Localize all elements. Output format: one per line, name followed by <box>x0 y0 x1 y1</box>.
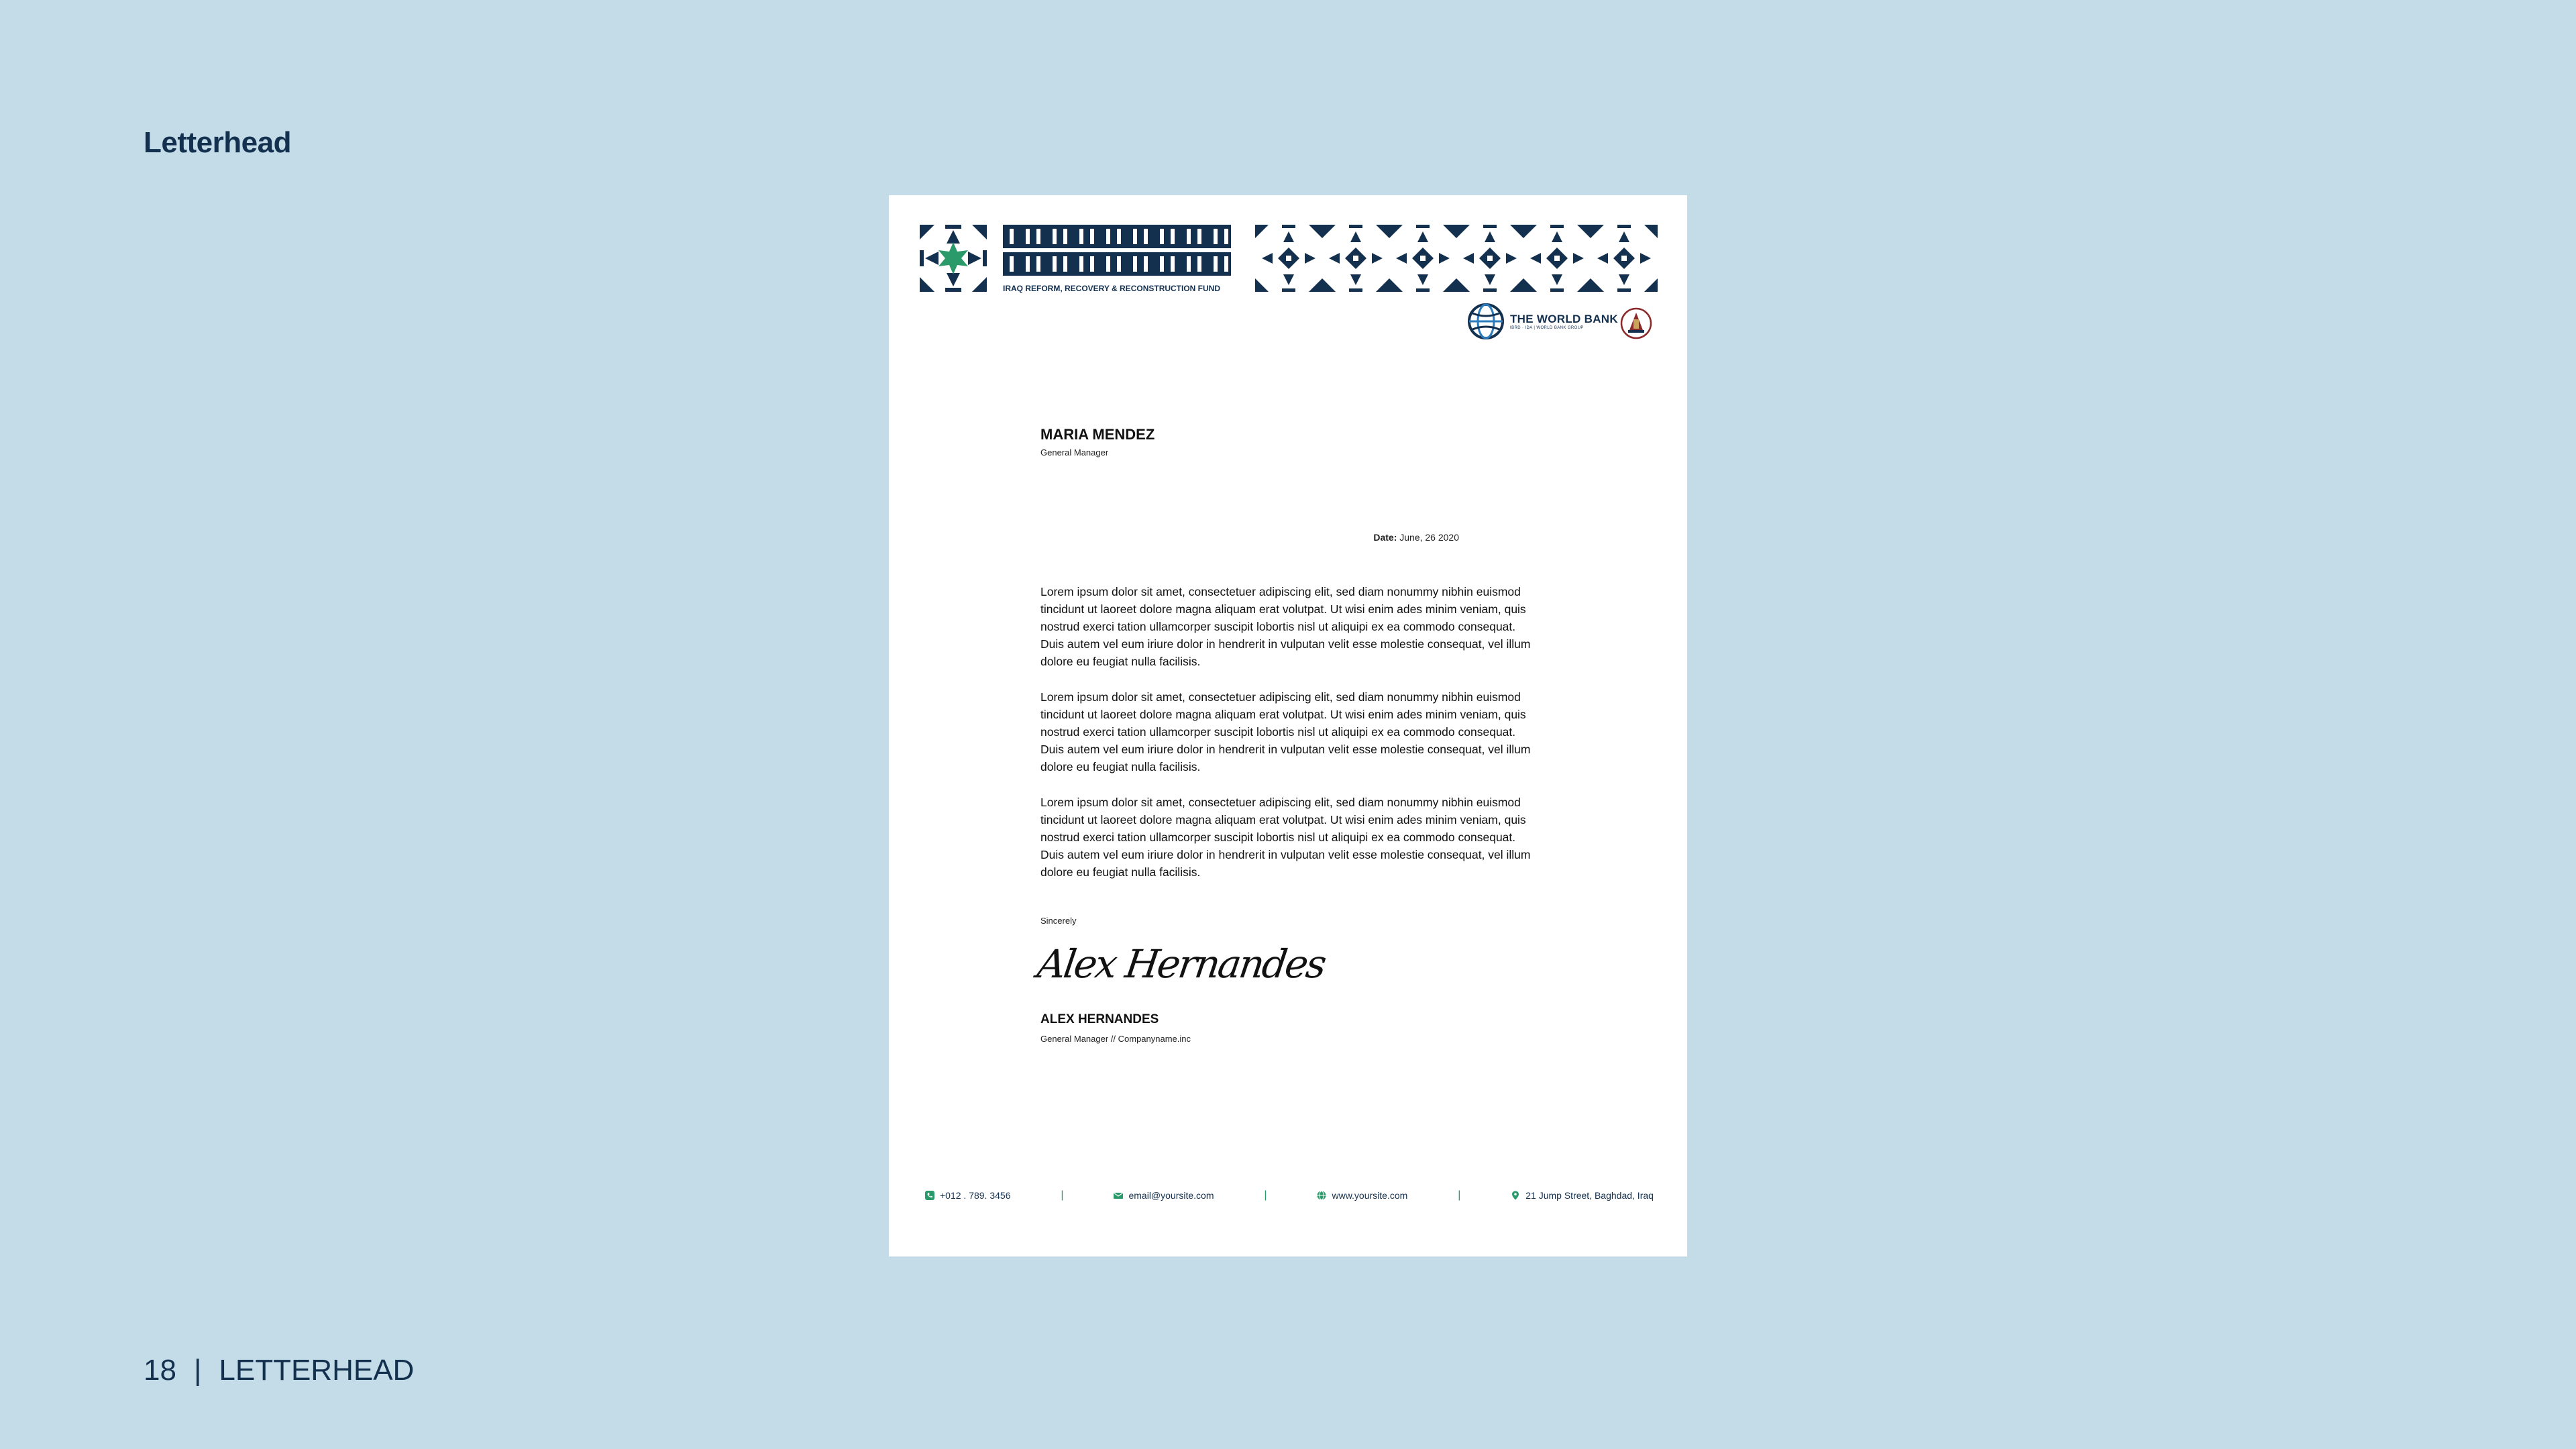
handwritten-signature: Alex Hernandes <box>1034 941 1328 987</box>
phone-number: +012 . 789. 3456 <box>940 1190 1011 1201</box>
contact-divider: | <box>1458 1189 1461 1201</box>
street-address: 21 Jump Street, Baghdad, Iraq <box>1525 1190 1654 1201</box>
contact-divider: | <box>1264 1189 1267 1201</box>
geometric-pattern-icon <box>1255 225 1658 292</box>
page-title: Letterhead <box>144 126 291 159</box>
phone-icon <box>925 1191 934 1200</box>
closing-line: Sincerely <box>1040 916 1077 926</box>
page-number: 18 <box>144 1354 176 1387</box>
letter-date <box>1040 532 1459 543</box>
website-url: www.yoursite.com <box>1332 1190 1408 1201</box>
body-paragraph: Lorem ipsum dolor sit amet, consectetuer adipiscing elit, sed diam nonummy nibhin euismod tincidunt ut laoreet dolore magna aliquam erat volutpat. Ut wisi enim ades minim veniam, quis nostrud exerci tation ullamcorper suscipit lobortis nisl ut aliquipi ex ea commodo consequat. Duis autem vel eum iriure dolor in hendrerit in vulputan velit esse molestie consequat, vel illum dolore eu feugiat nulla facilisis. <box>1040 585 1531 668</box>
date-value: June, 26 2020 <box>1399 532 1459 543</box>
star-emblem-icon <box>920 225 987 292</box>
world-bank-logo <box>1467 303 1618 340</box>
footer-separator: | <box>193 1354 202 1387</box>
body-paragraph: Lorem ipsum dolor sit amet, consectetuer adipiscing elit, sed diam nonummy nibhin euismod tincidunt ut laoreet dolore magna aliquam erat volutpat. Ut wisi enim ades minim veniam, quis nostrud exerci tation ullamcorper suscipit lobortis nisl ut aliquipi ex ea commodo consequat. Duis autem vel eum iriure dolor in hendrerit in vulputan velit esse molestie consequat, vel illum dolore eu feugiat nulla facilisis. <box>1040 796 1531 879</box>
location-pin-icon <box>1511 1191 1520 1200</box>
signer-name: ALEX HERNANDES <box>1040 1012 1159 1026</box>
contact-phone <box>925 1190 1011 1201</box>
contact-address <box>1511 1190 1654 1201</box>
email-address: email@yoursite.com <box>1128 1190 1214 1201</box>
section-label: LETTERHEAD <box>219 1354 415 1387</box>
letterhead-header <box>920 225 1658 299</box>
mail-icon <box>1114 1191 1123 1200</box>
page-footer <box>144 1354 414 1387</box>
contact-email <box>1114 1190 1214 1201</box>
fund-name: IRAQ REFORM, RECOVERY & RECONSTRUCTION FUND <box>1003 284 1221 293</box>
partner-emblem-icon <box>1620 307 1652 339</box>
body-paragraph: Lorem ipsum dolor sit amet, consectetuer adipiscing elit, sed diam nonummy nibhin euismod tincidunt ut laoreet dolore magna aliquam erat volutpat. Ut wisi enim ades minim veniam, quis nostrud exerci tation ullamcorper suscipit lobortis nisl ut aliquipi ex ea commodo consequat. Duis autem vel eum iriure dolor in hendrerit in vulputan velit esse molestie consequat, vel illum dolore eu feugiat nulla facilisis. <box>1040 690 1531 773</box>
recipient-title: General Manager <box>1040 447 1109 458</box>
recipient-name: MARIA MENDEZ <box>1040 426 1155 443</box>
letterhead-document <box>889 195 1687 1256</box>
world-bank-name: THE WORLD BANK <box>1510 313 1618 325</box>
globe-icon <box>1467 303 1505 340</box>
letter-body <box>1040 583 1538 899</box>
contact-divider: | <box>1061 1189 1064 1201</box>
contact-website <box>1317 1190 1407 1201</box>
signer-title: General Manager // Companyname.inc <box>1040 1034 1191 1044</box>
date-label: Date: <box>1373 532 1397 543</box>
world-bank-subtitle: IBRD · IDA | WORLD BANK GROUP <box>1510 326 1584 330</box>
contact-bar <box>925 1189 1654 1201</box>
fund-arabic-wordmark <box>1003 225 1231 280</box>
globe-icon <box>1317 1191 1326 1200</box>
